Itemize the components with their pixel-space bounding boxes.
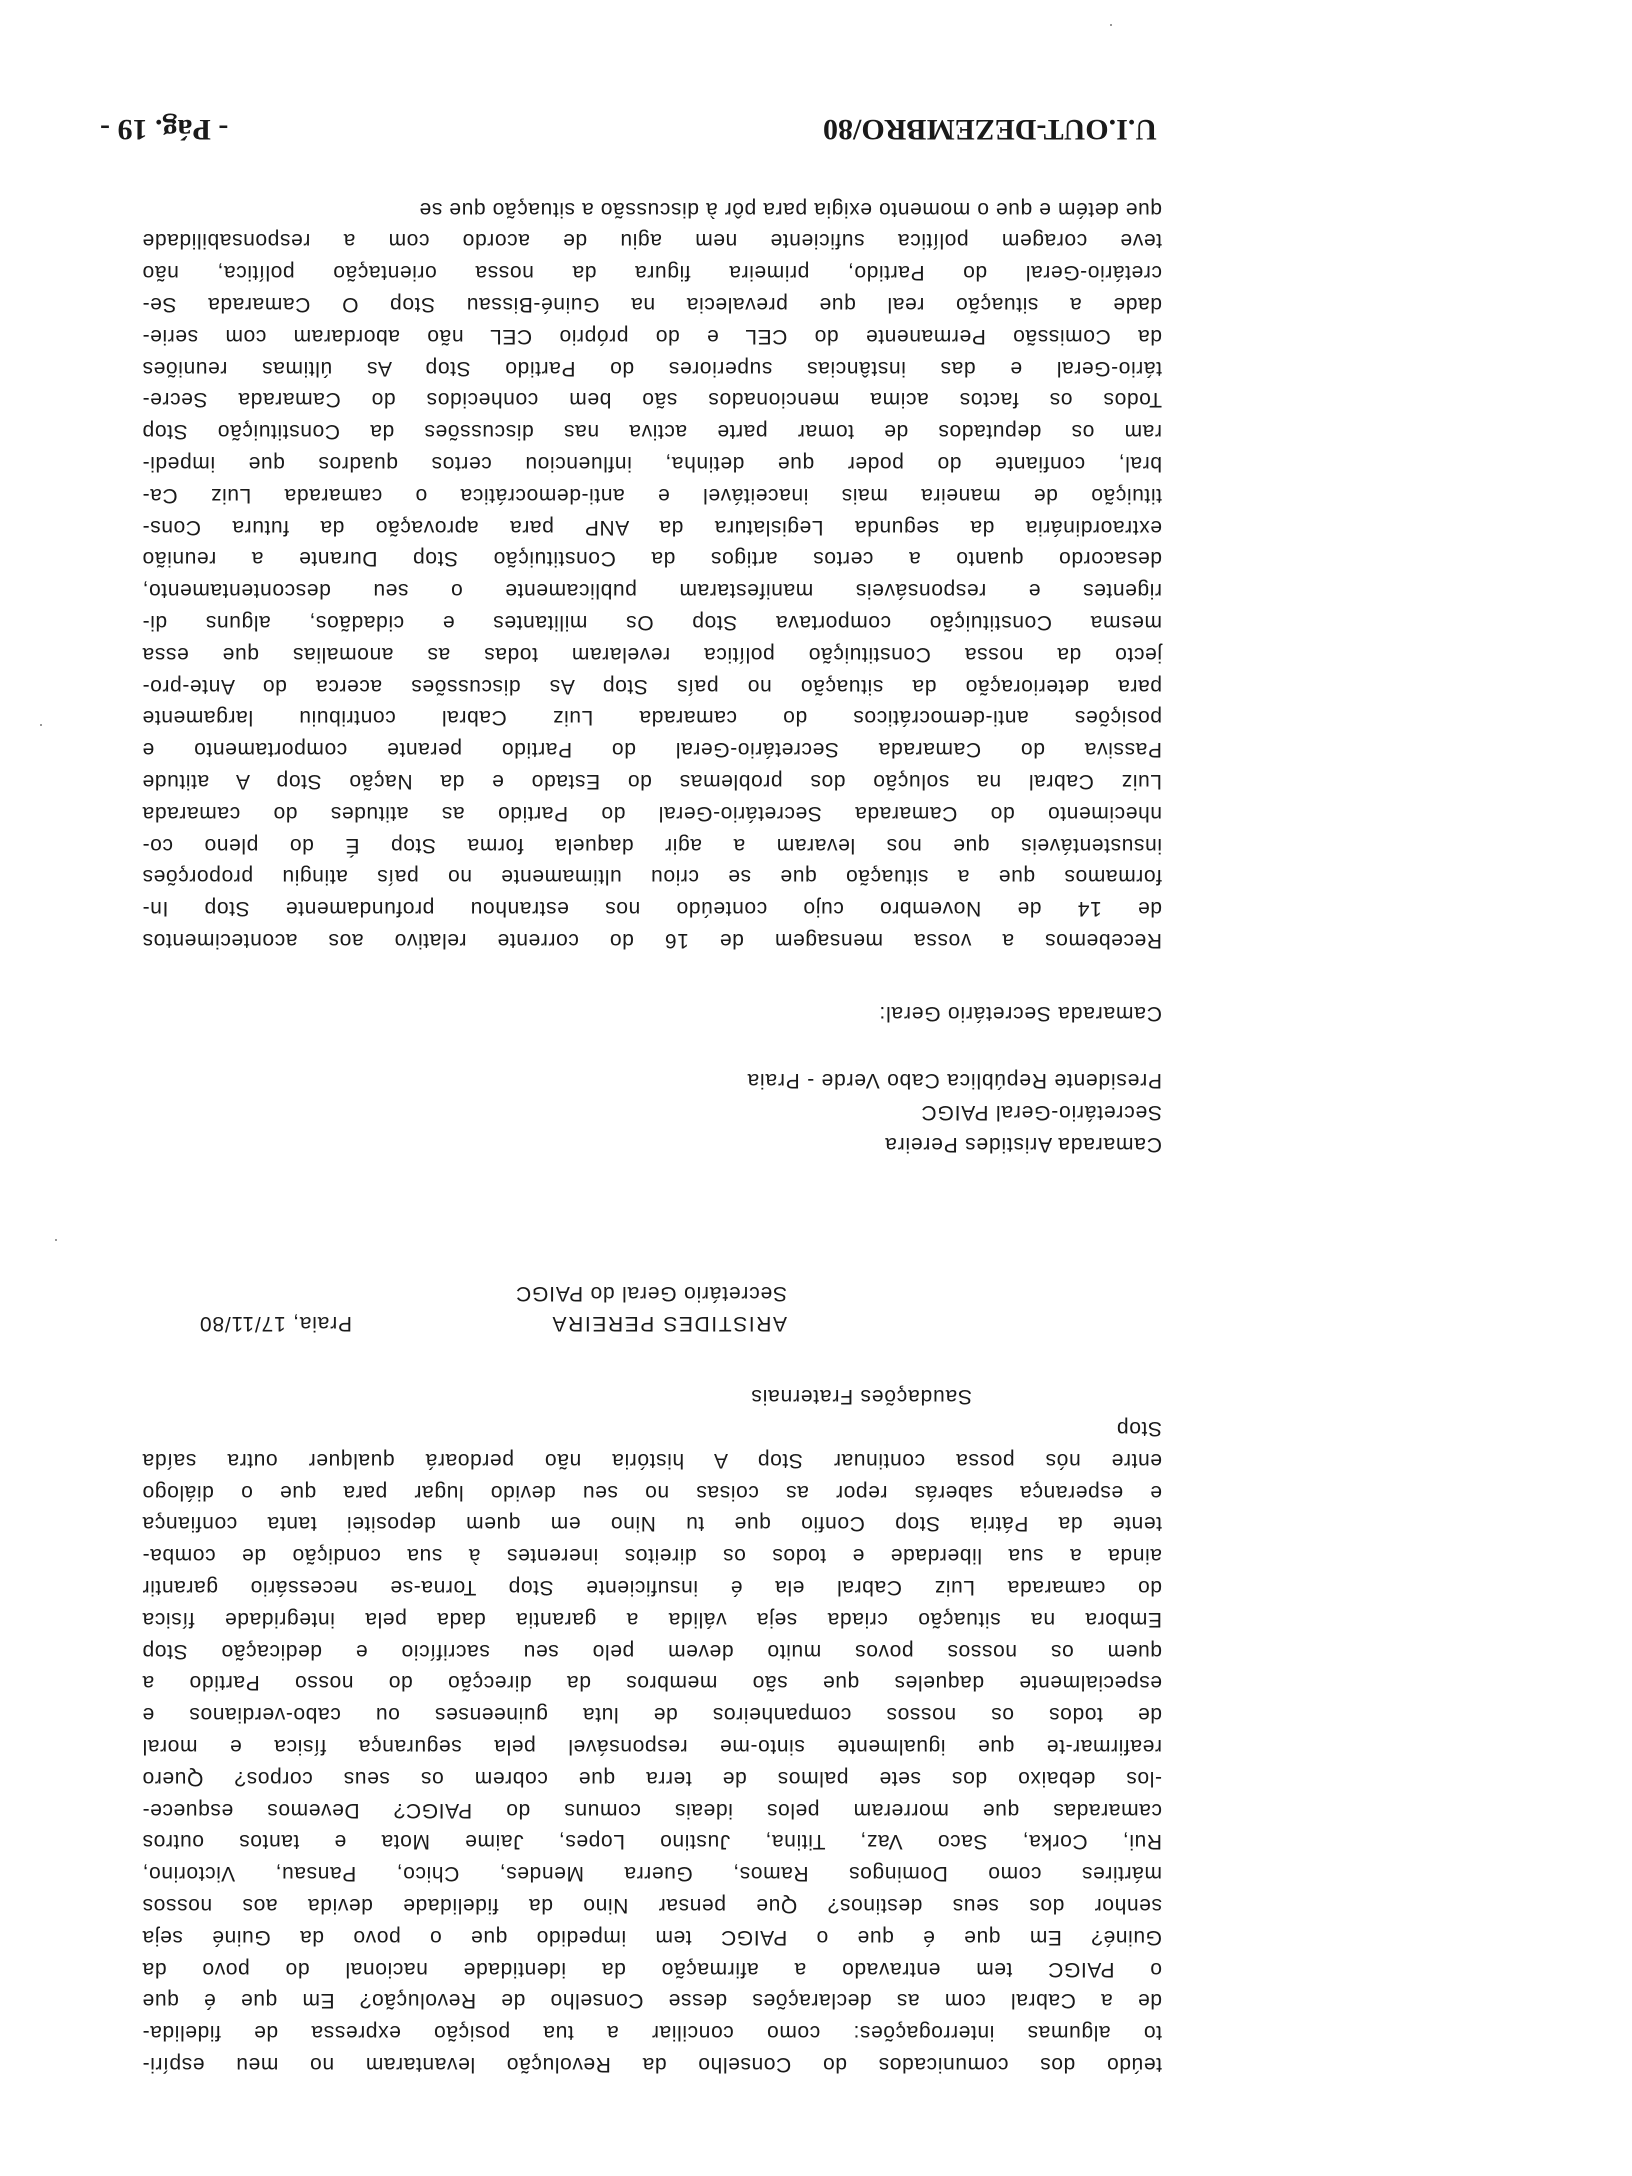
reply-line: insustentáveis que nos levaram a agir daquela forma Stop É do pleno co-: [142, 833, 1162, 857]
reply-message: [142, 193, 1162, 956]
continuation-line: to algumas interrogações: como conciliar a tua posição expressa de fidelida-: [142, 2021, 1162, 2045]
continuation-line: reafirmar-te que igualmente sinto-me responsável pela segurança física e moral: [142, 1735, 1162, 1759]
page-footer: [100, 106, 1157, 146]
continuation-line: ainda a sua liberdade e todos os direitos inerentes à sua condição de comba-: [142, 1544, 1162, 1568]
continuation-line: mártires como Domingos Ramos, Guerra Mendes, Chico, Pansau, Victorino,: [142, 1862, 1162, 1886]
addressee-line-3: Presidente República Cabo Verde - Praia: [746, 1069, 1162, 1092]
reply-line: desacordo quanto a certos artigos da Constituição Stop Durante a reunião: [142, 547, 1162, 571]
continuation-line: quem os nossos povos muito devem pelo seu sacrifício e dedicação Stop: [142, 1639, 1162, 1663]
reply-line: dade a situação real que prevalecia na Guiné-Bissau Stop O Camarada Se-: [142, 293, 1162, 317]
reply-line: posições anti-democráticos do camarada Luiz Cabral contribuiu largamente: [142, 706, 1162, 730]
signature-name: ARISTIDES PEREIRA: [550, 1312, 787, 1335]
document-reference: U.I.OUT-DEZEMBRO/80: [823, 113, 1157, 146]
place-date: [199, 1308, 352, 1338]
closing-text: Saudações Fraternais: [750, 1385, 972, 1408]
salutation-text: Camarada Secretário Geral:: [878, 1002, 1162, 1025]
reply-line: da Comissão Permanente do CEL e do próprio CEL não abordaram com serie-: [142, 324, 1162, 348]
continuation-line: entre nós possa continuar Stop A história não perdoará qualquer outra saída: [142, 1448, 1162, 1472]
reply-line: bral, confiante do poder que detinha, influenciou certos quadros que impedi-: [142, 452, 1162, 476]
addressee-line-1: Camarada Aristides Pereira: [884, 1133, 1162, 1156]
reply-line: tário-Geral e das instâncias superiores do Partido Stop As últimas reuniões: [142, 356, 1162, 380]
reply-line: nhecimento do Camarada Secretário-Geral do Partido as atitudes do camarada: [142, 801, 1162, 825]
continuation-line: camaradas que morreram pelos ideais comuns do PAIGC? Devemos esquece-: [142, 1798, 1162, 1822]
reply-line: Todos os factos acima mencionados são bem conhecidos do Camarada Secre-: [142, 388, 1162, 412]
reply-line: mesma Constituição comportava Stop Os militantes e cidadãos, alguns di-: [142, 611, 1162, 635]
scan-speck: [40, 724, 42, 726]
salutation: [879, 998, 1162, 1028]
continuation-line: Rui, Corka, Saco Vaz, Titina, Justino Lopes, Jaime Mota e tantos outros: [142, 1830, 1162, 1854]
letter-continuation: [142, 1412, 1162, 2080]
reply-line: ram os deputados de tomar parte activa nas discussões da Constituição Stop: [142, 420, 1162, 444]
continuation-line: o PAIGC tem entravado a afirmação da identidade nacional do povo da: [142, 1957, 1162, 1981]
scan-speck: [55, 1239, 57, 1241]
continuation-line: e esperança saberás repor as coisas no seu devido lugar para que o diálogo: [142, 1480, 1162, 1504]
continuation-line: -los debaixo dos sete palmos de terra que cobrem os seus corpos? Quero: [142, 1766, 1162, 1790]
closing: [751, 1381, 972, 1411]
reply-line: Passiva do Camarada Secretário-Geral do Partido perante comportamento e: [142, 738, 1162, 762]
signature-block: [515, 1278, 787, 1338]
reply-line: tituição de maneira mais inaceitável e anti-democrática o camarada Luiz Ca-: [142, 483, 1162, 507]
reply-line: rigentes e responsáveis manifestaram publicamente o seu descontentamento,: [142, 579, 1162, 603]
reply-line: cretário-Geral do Partido, primeira figura da nossa orientação política, não: [142, 261, 1162, 285]
addressee-block: [747, 1064, 1162, 1160]
reply-line: Recebemos a vossa mensagem de 16 do corrente relativo aos acontecimentos: [142, 929, 1162, 952]
reply-line: de 14 de Novembro cujo conteúdo nos estranhou profundamente Stop In-: [142, 897, 1162, 921]
addressee-line-2: Secretário-Geral PAIGC: [920, 1101, 1162, 1124]
reply-line: teve coragem política suficiente nem agiu de acordo com a responsabilidade: [142, 229, 1162, 253]
continuation-line: Embora na situação criada seja válida a garantia dada pela integridade física: [142, 1607, 1162, 1631]
continuation-line: teúdo dos comunicados do Conselho da Revolução levantaram no meu espíri-: [142, 2053, 1162, 2076]
reply-line: jecto da nossa Constituição política revelaram todas as anomalias que essa: [142, 642, 1162, 666]
signature-title: Secretário Geral do PAIGC: [515, 1282, 787, 1305]
place-date-text: Praia, 17/11/80: [199, 1312, 352, 1335]
reply-line: que detém e que o momento exigia para pôr à discussão a situação que se: [418, 197, 1162, 221]
reply-line: formamos que a situação que se criou ultimamente no país atingiu proporções: [142, 865, 1162, 889]
reply-line: extraordinária da segunda Legislatura da ANP para aprovação da futura Cons-: [142, 515, 1162, 539]
scan-speck: [1110, 24, 1112, 26]
reply-line: para deterioração da situação no país Stop As discussões acerca do Ante-pro-: [142, 674, 1162, 698]
page-number: - Pág. 19 -: [100, 113, 229, 146]
continuation-line: tente da Pátria Stop Confio que tu Nino em quem depositei tanta confiança: [142, 1512, 1162, 1536]
continuation-line: especialmente daqueles que são membros da direcção do nosso Partido a: [142, 1671, 1162, 1695]
reply-line: Luiz Cabral na solução dos problemas do Estado e da Nação Stop A atitude: [142, 770, 1162, 794]
continuation-line: senhor dos seus destinos? Que pensar Nino da fidelidade devida aos nossos: [142, 1894, 1162, 1918]
continuation-line: de todos os nossos companheiros de luta guineenses ou cabo-verdianos e: [142, 1703, 1162, 1727]
continuation-line: Guiné? Em que é que o PAIGC tem impedido que o povo da Guiné seja: [142, 1925, 1162, 1949]
continuation-line: do camarada Luiz Cabral ela é insuficiente Stop Torna-se necessário garantir: [142, 1576, 1162, 1600]
continuation-line: Stop: [1116, 1417, 1162, 1441]
continuation-line: de a Cabral com as declarações desse Conselho de Revolução? Em que é que: [142, 1989, 1162, 2013]
